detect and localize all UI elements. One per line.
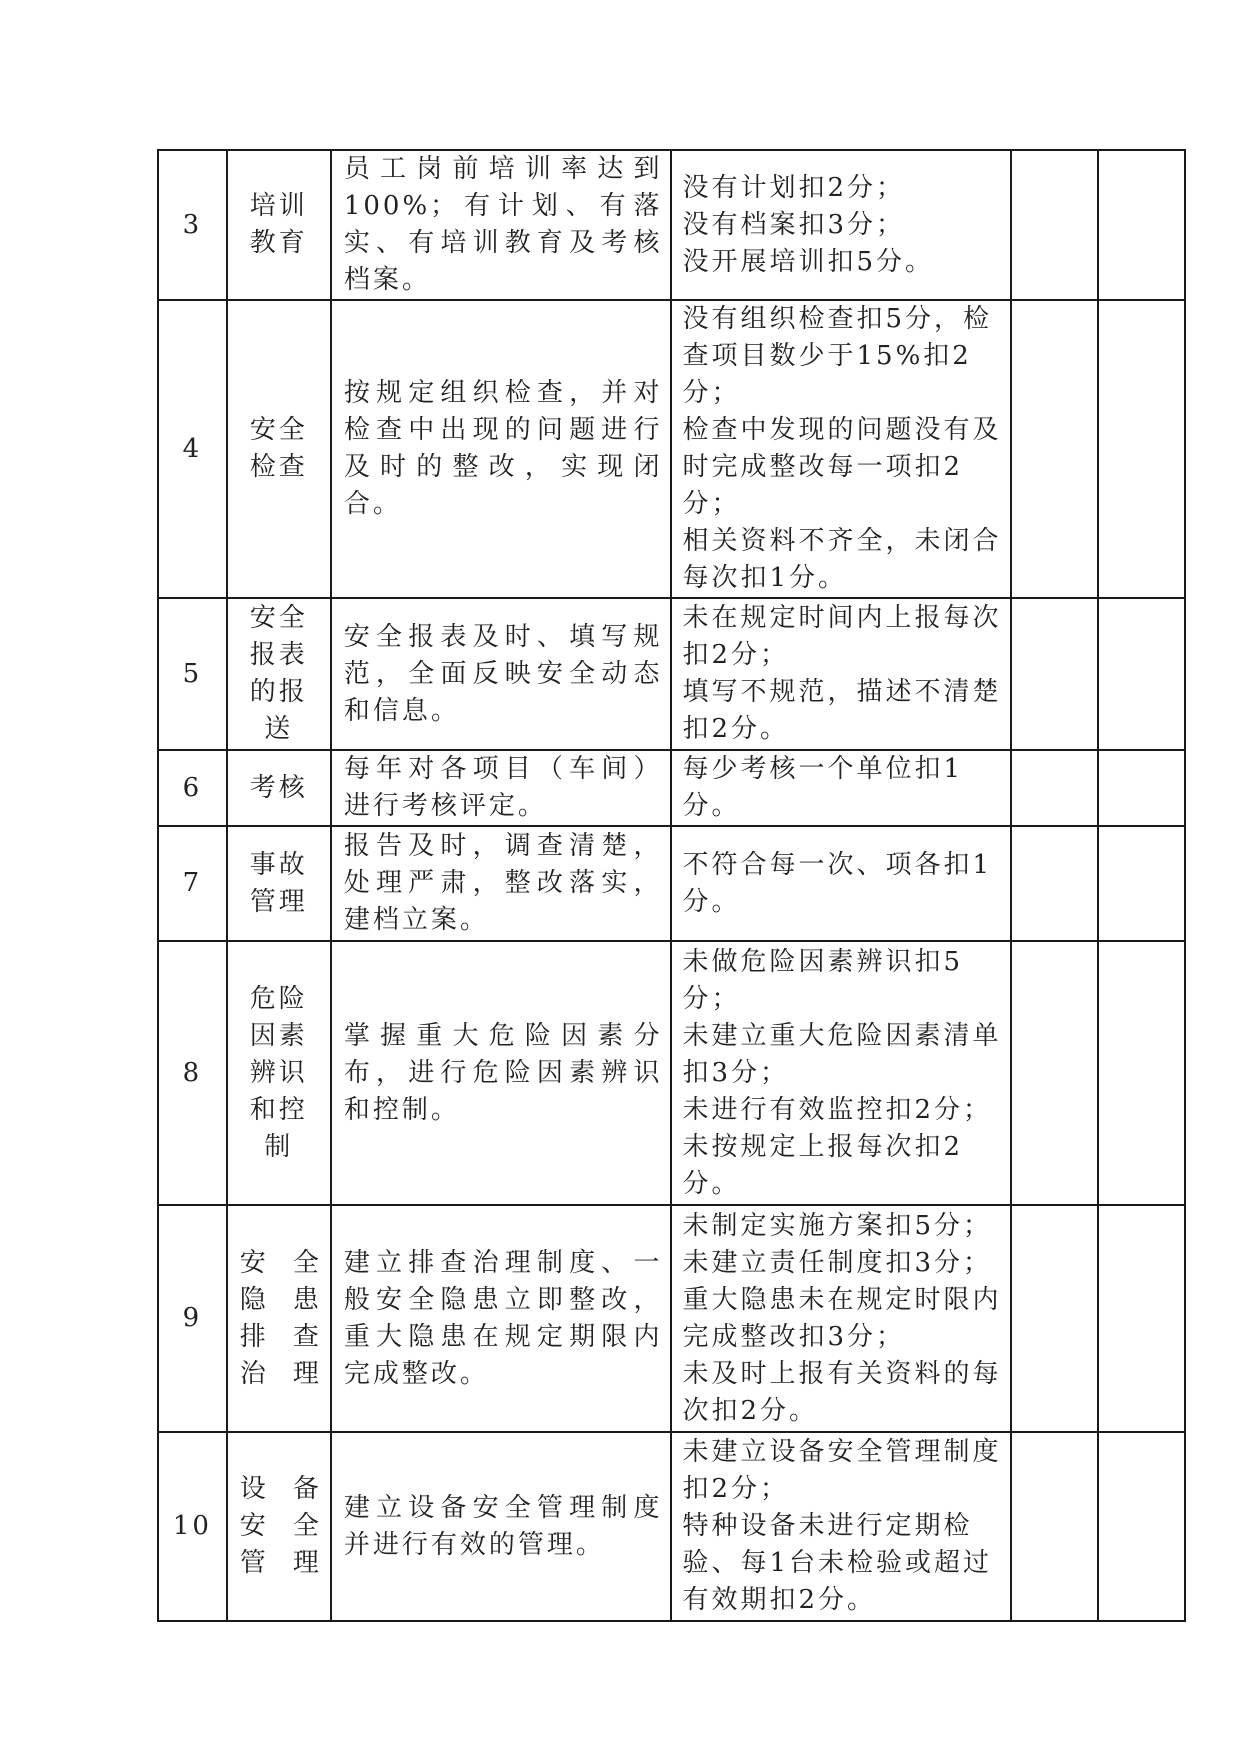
score-cell [1011, 1432, 1098, 1621]
table-row [158, 150, 1185, 300]
item-name: 事故 管理 [227, 826, 331, 941]
remark-cell [1098, 150, 1185, 300]
remark-cell [1098, 300, 1185, 598]
remark-cell [1098, 826, 1185, 941]
score-cell [1011, 941, 1098, 1205]
standard-text: 每年对各项目（车间）进行考核评定。 [331, 750, 672, 826]
standard-text: 报告及时，调查清楚，处理严肃，整改落实，建档立案。 [331, 826, 672, 941]
deduction-text: 未建立设备安全管理制度扣2分； 特种设备未进行定期检验、每1台未检验或超过有效期扣2分。 [671, 1432, 1011, 1621]
deduction-text: 没有组织检查扣5分，检查项目数少于15%扣2分； 检查中发现的问题没有及时完成整改每一项扣2分； 相关资料不齐全，未闭合每次扣1分。 [671, 300, 1011, 598]
item-name: 设备 安全 管理 [227, 1432, 331, 1621]
table-row [158, 750, 1185, 826]
standard-text: 建立设备安全管理制度并进行有效的管理。 [331, 1432, 672, 1621]
standard-text: 员工岗前培训率达到100%；有计划、有落实、有培训教育及考核档案。 [331, 150, 672, 300]
score-cell [1011, 826, 1098, 941]
table-row [158, 1432, 1185, 1621]
item-name: 考核 [227, 750, 331, 826]
remark-cell [1098, 1432, 1185, 1621]
standard-text: 按规定组织检查，并对检查中出现的问题进行及时的整改，实现闭合。 [331, 300, 672, 598]
item-name: 安全 检查 [227, 300, 331, 598]
table-row [158, 826, 1185, 941]
row-number: 7 [158, 826, 227, 941]
row-number: 5 [158, 598, 227, 750]
deduction-text: 没有计划扣2分； 没有档案扣3分； 没开展培训扣5分。 [671, 150, 1011, 300]
remark-cell [1098, 941, 1185, 1205]
item-name: 危险 因素 辨识 和控 制 [227, 941, 331, 1205]
item-name: 安全 隐患 排查 治理 [227, 1205, 331, 1432]
score-cell [1011, 750, 1098, 826]
score-cell [1011, 1205, 1098, 1432]
deduction-text: 未做危险因素辨识扣5分； 未建立重大危险因素清单扣3分； 未进行有效监控扣2分； 未按规定上报每次扣2分。 [671, 941, 1011, 1205]
score-cell [1011, 150, 1098, 300]
standard-text: 建立排查治理制度、一般安全隐患立即整改，重大隐患在规定期限内完成整改。 [331, 1205, 672, 1432]
deduction-text: 未在规定时间内上报每次扣2分； 填写不规范，描述不清楚扣2分。 [671, 598, 1011, 750]
row-number: 3 [158, 150, 227, 300]
score-cell [1011, 300, 1098, 598]
row-number: 10 [158, 1432, 227, 1621]
row-number: 8 [158, 941, 227, 1205]
standard-text: 安全报表及时、填写规范，全面反映安全动态和信息。 [331, 598, 672, 750]
score-cell [1011, 598, 1098, 750]
remark-cell [1098, 750, 1185, 826]
table-row [158, 300, 1185, 598]
assessment-table [157, 149, 1186, 1622]
row-number: 4 [158, 300, 227, 598]
standard-text: 掌握重大危险因素分布，进行危险因素辨识和控制。 [331, 941, 672, 1205]
table-row [158, 598, 1185, 750]
deduction-text: 每少考核一个单位扣1分。 [671, 750, 1011, 826]
deduction-text: 不符合每一次、项各扣1分。 [671, 826, 1011, 941]
row-number: 6 [158, 750, 227, 826]
item-name: 培训 教育 [227, 150, 331, 300]
remark-cell [1098, 1205, 1185, 1432]
item-name: 安全 报表 的报 送 [227, 598, 331, 750]
remark-cell [1098, 598, 1185, 750]
table-row [158, 941, 1185, 1205]
row-number: 9 [158, 1205, 227, 1432]
deduction-text: 未制定实施方案扣5分； 未建立责任制度扣3分； 重大隐患未在规定时限内完成整改扣3分； 未及时上报有关资料的每次扣2分。 [671, 1205, 1011, 1432]
table-row [158, 1205, 1185, 1432]
